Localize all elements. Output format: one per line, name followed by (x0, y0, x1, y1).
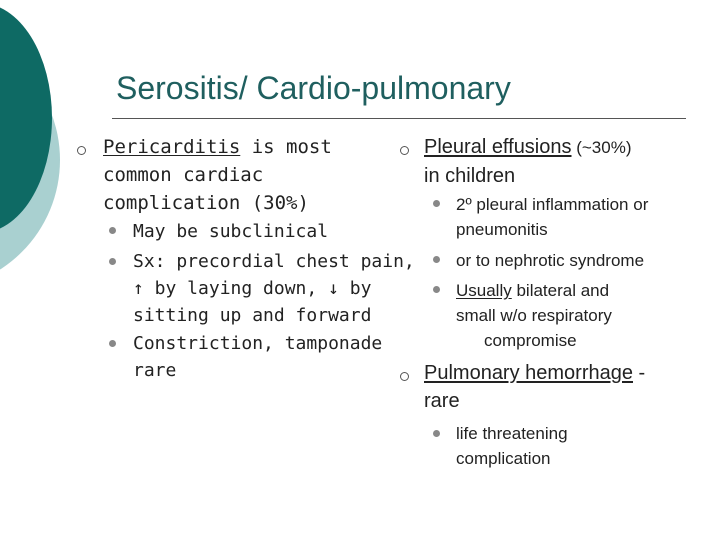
title-divider (112, 118, 686, 119)
right-item-3: Usually bilateral and small w/o respiratory compromise (456, 281, 612, 350)
dot-bullet-icon (433, 200, 440, 207)
right-item-4: life threatening complication (456, 424, 568, 468)
dot-bullet-icon (433, 256, 440, 263)
right-heading-2: Pulmonary hemorrhage - rare (424, 362, 646, 412)
ring-bullet-icon (400, 372, 409, 381)
ring-bullet-icon (400, 146, 409, 155)
dot-bullet-icon (109, 258, 116, 265)
usually-term: Usually (456, 281, 512, 300)
right-heading-1: Pleural effusions (~30%) in children (424, 136, 632, 187)
dot-bullet-icon (109, 340, 116, 347)
pulmonary-hemorrhage-term: Pulmonary hemorrhage (424, 362, 633, 384)
right-item-1: 2º pleural inflammation or pneumonitis (456, 195, 649, 239)
dot-bullet-icon (433, 430, 440, 437)
left-item-2: Sx: precordial chest pain, ↑ by laying down, ↓ by sitting up and forward (133, 251, 415, 326)
left-item-1: May be subclinical (133, 221, 329, 242)
pericarditis-term: Pericarditis (103, 136, 241, 158)
left-heading: Pericarditis is most common cardiac complication (30%) (103, 136, 332, 214)
dot-bullet-icon (109, 227, 116, 234)
dot-bullet-icon (433, 286, 440, 293)
pleural-effusions-term: Pleural effusions (424, 136, 572, 158)
right-item-2: or to nephrotic syndrome (456, 251, 645, 270)
left-item-3: Constriction, tamponade rare (133, 333, 383, 381)
slide-title: Serositis/ Cardio-pulmonary (116, 70, 511, 106)
ring-bullet-icon (77, 146, 86, 155)
